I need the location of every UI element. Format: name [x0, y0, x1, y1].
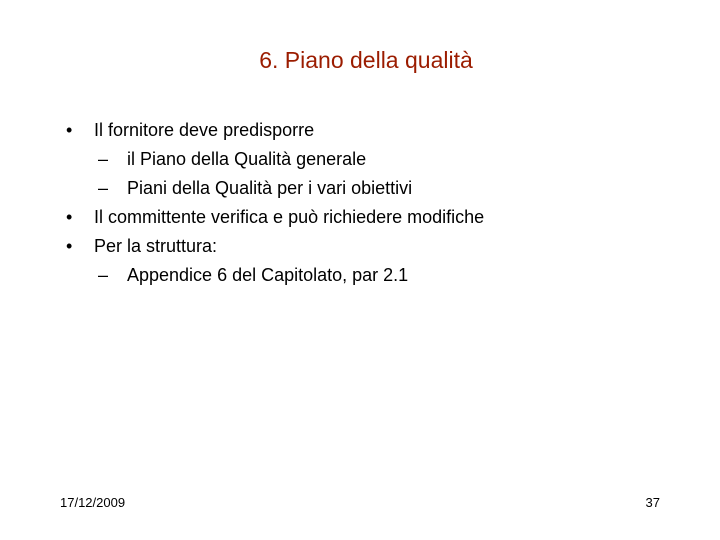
sub-item	[0, 145, 720, 173]
bullet-text: Il fornitore deve predisporre	[94, 120, 315, 140]
dash-icon: –	[98, 265, 109, 285]
sub-item	[0, 261, 720, 289]
sub-item-text: il Piano della Qualità generale	[127, 149, 367, 169]
bullet-item	[0, 203, 720, 231]
bullet-icon: •	[66, 207, 73, 227]
dash-icon: –	[98, 178, 109, 198]
bullet-item	[0, 116, 720, 144]
sub-item	[0, 174, 720, 202]
slide-title: 6. Piano della qualità	[259, 47, 473, 73]
page-number: 37	[645, 495, 660, 510]
bullet-item	[0, 232, 720, 260]
dash-icon: –	[98, 149, 109, 169]
bullet-text: Per la struttura:	[94, 236, 218, 256]
sub-item-text: Piani della Qualità per i vari obiettivi	[127, 178, 413, 198]
footer-date: 17/12/2009	[60, 495, 126, 510]
bullet-text: Il committente verifica e può richiedere modifiche	[94, 207, 485, 227]
bullet-icon: •	[66, 236, 73, 256]
bullet-icon: •	[66, 120, 73, 140]
sub-item-text: Appendice 6 del Capitolato, par 2.1	[127, 265, 409, 285]
